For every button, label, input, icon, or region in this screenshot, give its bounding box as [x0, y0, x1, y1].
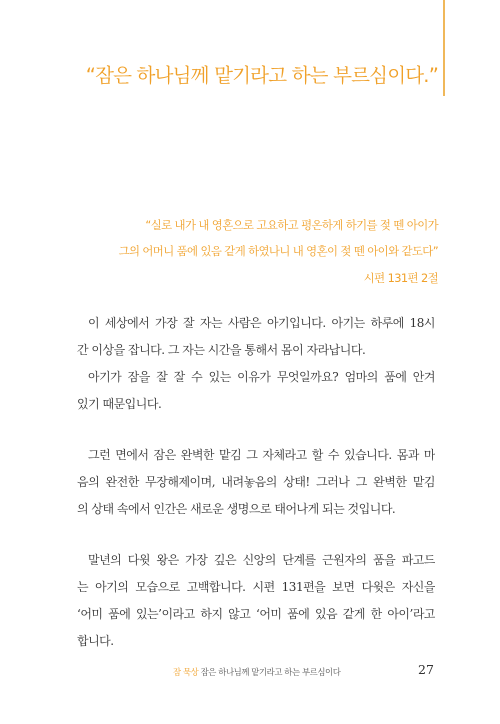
chapter-label: 잠 묵상	[173, 667, 199, 677]
body-text	[77, 310, 435, 679]
text-line: 합니다.	[77, 634, 114, 648]
page-footer	[0, 662, 500, 682]
text-line: 말년의 다윗 왕은 가장 깊은 신앙의 단계를 근원자의 품을 파고드	[88, 553, 435, 567]
text-line: 음의 완전한 무장해제이며, 내려놓음의 상태! 그러나 그 완벽한 맡김	[77, 475, 435, 489]
text-line: 는 아기의 모습으로 고백합니다. 시편 131편을 보면 다윗은 자신을	[77, 580, 435, 594]
running-title: 잠은 하나님께 맡기라고 하는 부르심이다	[200, 667, 341, 677]
running-header	[173, 666, 340, 678]
decorative-vertical-rule	[443, 0, 445, 96]
text-line: 의 상태 속에서 인간은 새로운 생명으로 태어나게 되는 것입니다.	[77, 502, 396, 516]
text-line: 있기 때문입니다.	[77, 397, 162, 411]
text-line: 아기가 잠을 잘 잘 수 있는 이유가 무엇일까요? 엄마의 품에 안겨	[88, 370, 435, 384]
text-line: ‘어미 품에 있는’이라고 하지 않고 ‘어미 품에 있음 같게 한 아이’라고	[77, 607, 435, 621]
paragraph	[77, 310, 435, 418]
paragraph	[77, 547, 435, 655]
page-title: “잠은 하나님께 맡기라고 하는 부르심이다.”	[85, 64, 438, 87]
epigraph-line: 그의 어머니 품에 있음 같게 하였나니 내 영혼이 젖 뗀 아이와 같도다”	[118, 244, 438, 258]
text-line: 그런 면에서 잠은 완벽한 맡김 그 자체라고 할 수 있습니다. 몸과 마	[88, 448, 435, 462]
page-number: 27	[418, 662, 434, 677]
epigraph-line: “실로 내가 내 영혼으로 고요하고 평온하게 하기를 젖 뗀 아이가	[145, 218, 438, 232]
paragraph	[77, 442, 435, 523]
epigraph	[40, 212, 438, 291]
text-line: 간 이상을 잡니다. 그 자는 시간을 통해서 몸이 자라납니다.	[77, 343, 366, 357]
epigraph-source: 시편 131편 2절	[363, 271, 438, 285]
text-line: 이 세상에서 가장 잘 자는 사람은 아기입니다. 아기는 하루에 18시	[88, 316, 435, 330]
